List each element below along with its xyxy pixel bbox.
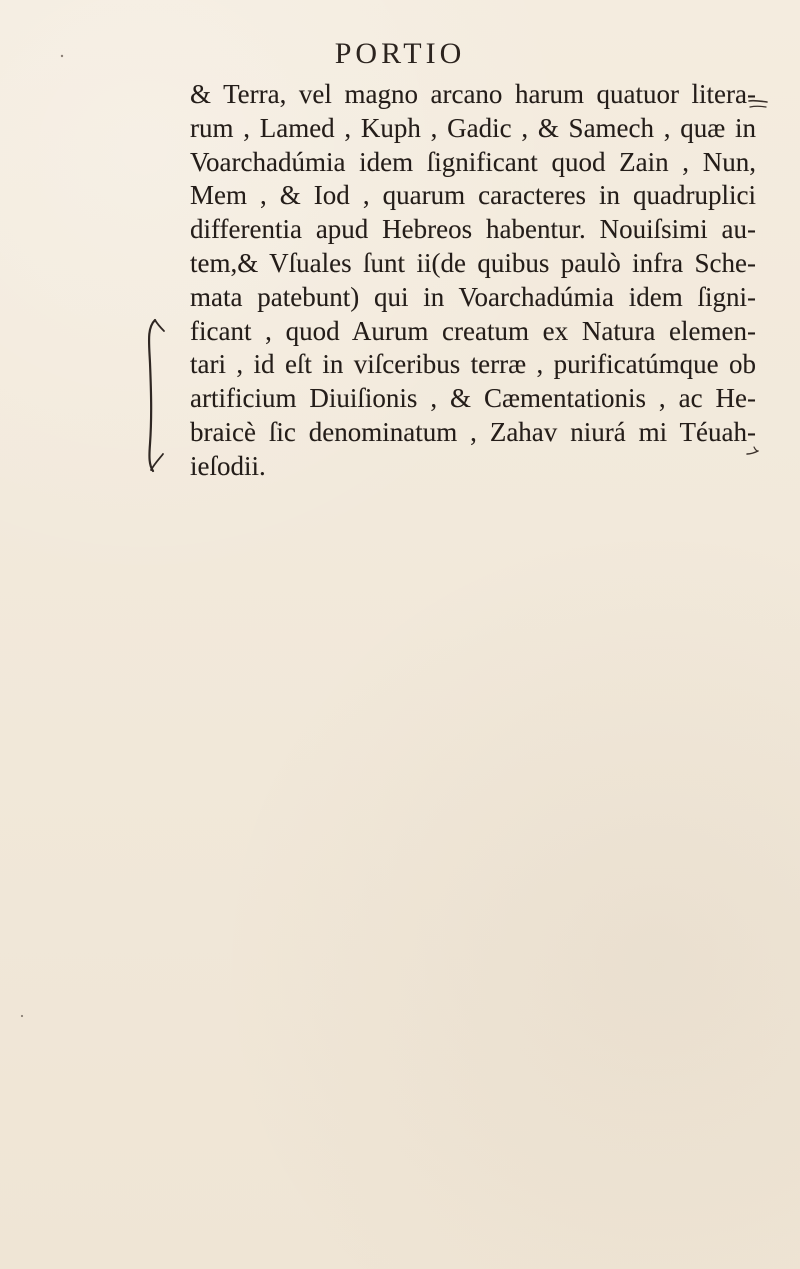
paper-speck-left-lower bbox=[18, 1012, 30, 1024]
text-line-6: tem,& Vſuales ſunt ii(de quibus paulò infra Sche- bbox=[190, 247, 756, 278]
text-line-10: artificium Diuiſionis , & Cæmentationis , ac He- bbox=[190, 383, 756, 414]
main-text-block bbox=[190, 78, 756, 484]
text-line-11: braicè ſic denominatum , Zahav niurá mi Téuah- bbox=[190, 416, 756, 447]
text-line-5: differentia apud Hebreos habentur. Nouiſsimi au- bbox=[190, 214, 756, 245]
text-line-12: ieſodii. bbox=[190, 450, 266, 481]
text-line-4: Mem , & Iod , quarum caracteres in quadruplici bbox=[190, 180, 756, 211]
text-line-3: Voarchadúmia idem ſignificant quod Zain , Nun, bbox=[190, 146, 756, 177]
marginal-bracket bbox=[135, 318, 175, 473]
text-line-8: ficant , quod Aurum creatum ex Natura elemen- bbox=[190, 315, 756, 346]
text-line-9: tari , id eſt in viſceribus terræ , purificatúmque ob bbox=[190, 349, 756, 380]
text-line-2: rum , Lamed , Kuph , Gadic , & Samech , quæ in bbox=[190, 112, 756, 143]
text-line-1: & Terra, vel magno arcano harum quatuor litera- bbox=[190, 79, 756, 109]
running-head: PORTIO bbox=[334, 37, 466, 70]
paper-speck-left-upper bbox=[58, 52, 70, 64]
text-line-7: mata patebunt) qui in Voarchadúmia idem ſigni- bbox=[190, 281, 756, 312]
